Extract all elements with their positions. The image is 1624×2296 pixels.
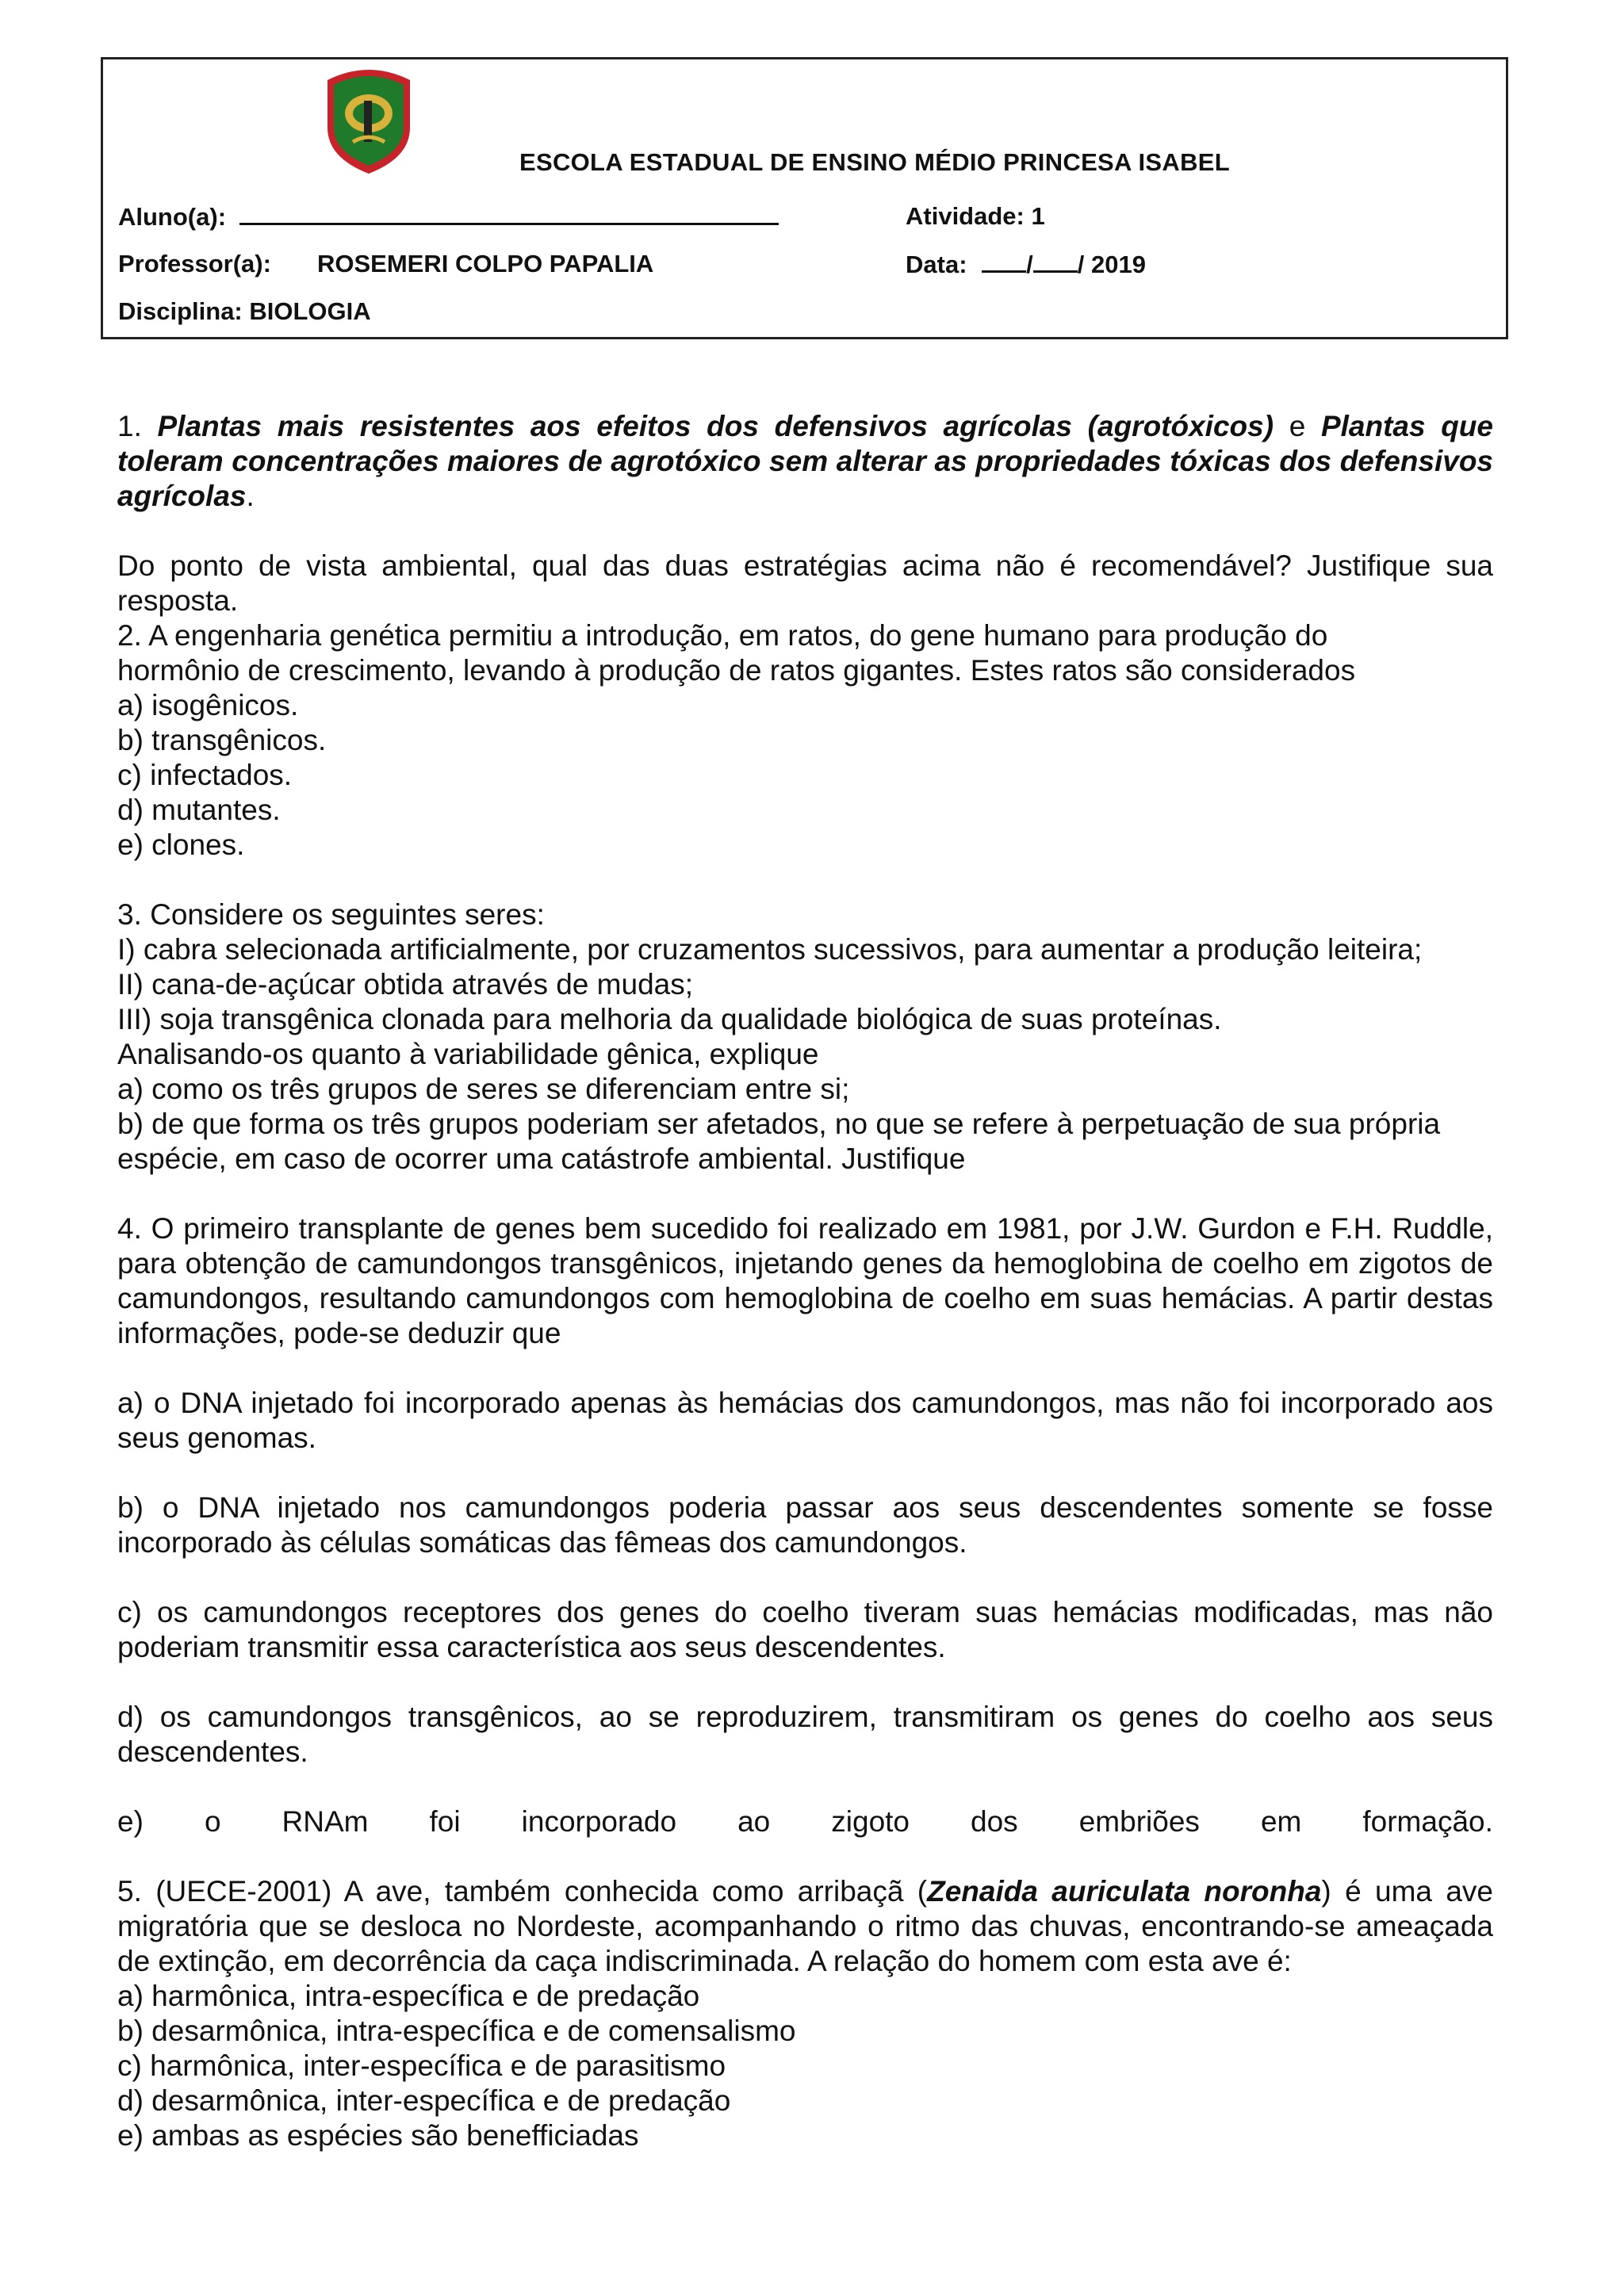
q5-option-c: c) harmônica, inter-específica e de parasitismo [117,2049,726,2082]
q2-option-b: b) transgênicos. [117,724,327,756]
q2-option-c: c) infectados. [117,759,293,791]
q5-option-d: d) desarmônica, inter-específica e de predação [117,2084,731,2117]
q3-part-b: b) de que forma os três grupos poderiam ser afetados, no que se refere à perpetuação de sua própria espécie, em caso de ocorrer uma catástrofe ambiental. Justifique [117,1108,1441,1175]
school-name: ESCOLA ESTADUAL DE ENSINO MÉDIO PRINCESA ISABEL [519,148,1230,176]
header-box [101,57,1508,339]
q4-option-e: e) o RNAm foi incorporado ao zigoto dos embriões em formação. [117,1805,1493,1838]
q5-species-name: Zenaida auriculata noronha [927,1875,1322,1908]
q4-option-d: d) os camundongos transgênicos, ao se reproduzirem, transmitiram os genes do coelho aos seus descendentes. [117,1701,1493,1768]
q1-strategy-1: Plantas mais resistentes aos efeitos dos defensivos agrícolas (agrotóxicos) [157,410,1274,442]
date-year: / 2019 [1077,251,1146,278]
q1-statement: 1. Plantas mais resistentes aos efeitos dos defensivos agrícolas (agrotóxicos) e Plantas que toleram concentrações maiores de agrotóxico sem alterar as propriedades tóxicas dos defensivos agrícolas. [117,410,1493,512]
q3-part-a: a) como os três grupos de seres se diferenciam entre si; [117,1073,850,1105]
q5-stem: 5. (UECE-2001) A ave, também conhecida como arribaçã (Zenaida auriculata noronha) é uma ave migratória que se desloca no Nordeste, acompanhando o ritmo das chuvas, encontrando-se ameaçada de extinção, em decorrência da caça indiscriminada. A relação do homem com esta ave é: [117,1875,1493,1977]
q2-option-e: e) clones. [117,828,245,861]
teacher-label: Professor(a): [118,250,271,277]
q3-item-1: I) cabra selecionada artificialmente, por cruzamentos sucessivos, para aumentar a produção leiteira; [117,933,1423,966]
subject-label: Disciplina: BIOLOGIA [118,297,371,325]
q4-option-c: c) os camundongos receptores dos genes do coelho tiveram suas hemácias modificadas, mas não poderiam transmitir essa característica aos seus descendentes. [117,1596,1493,1663]
q4-stem: 4. O primeiro transplante de genes bem sucedido foi realizado em 1981, por J.W. Gurdon e F.H. Ruddle, para obtenção de camundongos transgênicos, injetando genes da hemoglobina de coelho em zigotos de camundongos, resultando camundongos com hemoglobina de coelho em suas hemácias. A partir destas informações, pode-se deduzir que [117,1212,1493,1349]
date-day-line[interactable] [982,250,1026,273]
q3-stem: 3. Considere os seguintes seres: [117,898,545,931]
student-label: Aluno(a): [118,203,227,231]
teacher-name: ROSEMERI COLPO PAPALIA [317,250,654,277]
q4-option-b: b) o DNA injetado nos camundongos poderia passar aos seus descendentes somente se fosse incorporado às células somáticas das fêmeas dos camundongos. [117,1491,1493,1559]
q4-option-a: a) o DNA injetado foi incorporado apenas às hemácias dos camundongos, mas não foi incorporado aos seus genomas. [117,1387,1493,1454]
q2-option-d: d) mutantes. [117,794,281,826]
q1-question: Do ponto de vista ambiental, qual das duas estratégias acima não é recomendável? Justifique sua resposta. [117,549,1493,617]
q1-strategy-2: Plantas que toleram concentrações maiores de agrotóxico sem alterar as propriedades tóxicas dos defensivos agrícolas [117,410,1493,512]
date-label: Data: [906,251,967,278]
date-month-line[interactable] [1033,250,1078,273]
q3-item-2: II) cana-de-açúcar obtida através de mudas; [117,968,693,1001]
activity-label: Atividade: 1 [906,202,1045,230]
q3-prompt: Analisando-os quanto à variabilidade gênica, explique [117,1038,819,1070]
q2-option-a: a) isogênicos. [117,689,299,721]
date-row: Data: / / 2019 [906,251,1146,278]
school-crest-logo [321,64,416,177]
student-row [118,202,779,232]
q5-option-b: b) desarmônica, intra-específica e de comensalismo [117,2015,796,2047]
student-name-line[interactable] [239,202,779,225]
q5-option-e: e) ambas as espécies são benefficiadas [117,2119,639,2152]
q2-stem: 2. A engenharia genética permitiu a introdução, em ratos, do gene humano para produção do hormônio de crescimento, levando à produção de ratos gigantes. Estes ratos são considerados [117,619,1356,687]
q3-item-3: III) soja transgênica clonada para melhoria da qualidade biológica de suas proteínas. [117,1003,1222,1035]
question-list [117,409,1493,2153]
q5-option-a: a) harmônica, intra-específica e de predação [117,1980,700,2012]
